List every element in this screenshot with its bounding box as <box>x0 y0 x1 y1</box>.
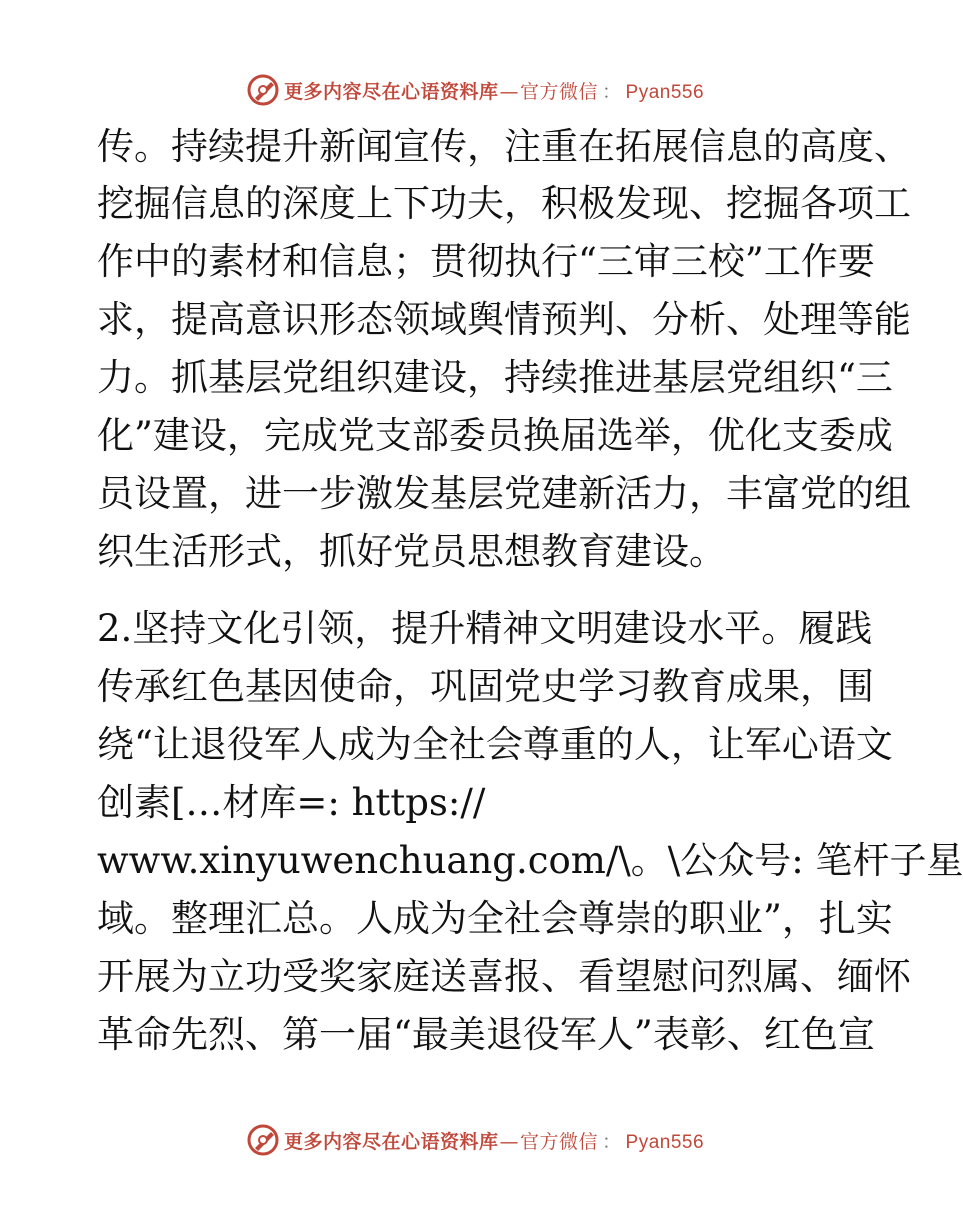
text-line: 创素[…材库=: https:// <box>97 781 486 824</box>
text-line: 传承红色基因使命，巩固党史学习教育成果，围 <box>97 665 874 708</box>
watermark-colon: ： <box>602 80 622 103</box>
text-line: 求，提高意识形态领域舆情预判、分析、处理等能 <box>97 298 911 341</box>
pen-logo-icon <box>246 73 280 107</box>
watermark-label: 官方微信 <box>519 1130 598 1153</box>
text-line: 域。整理汇总。人成为全社会尊崇的职业”，扎实 <box>97 897 893 940</box>
text-line: 2.坚持文化引领，提升精神文明建设水平。履践 <box>97 607 873 650</box>
watermark-dash: — <box>499 80 519 103</box>
text-line: 开展为立功受奖家庭送喜报、看望慰问烈属、缅怀 <box>97 955 911 998</box>
watermark-colon: ： <box>602 1130 622 1153</box>
text-line: 挖掘信息的深度上下功夫，积极发现、挖掘各项工 <box>97 182 911 225</box>
text-line: 传。持续提升新闻宣传，注重在拓展信息的高度、 <box>97 125 911 168</box>
text-line: 化”建设，完成党支部委员换届选举，优化支委成 <box>97 414 893 457</box>
text-line: 革命先烈、第一届“最美退役军人”表彰、红色宣 <box>97 1013 875 1056</box>
watermark-label: 官方微信 <box>519 80 598 103</box>
watermark-wechat-id: Pyan556 <box>625 1131 705 1153</box>
header-watermark <box>0 70 950 110</box>
text-line: 织生活形式，抓好党员思想教育建设。 <box>97 530 726 573</box>
watermark-main-text: 更多内容尽在心语资料库 <box>283 80 499 103</box>
watermark-main-text: 更多内容尽在心语资料库 <box>283 1130 499 1153</box>
text-line: 作中的素材和信息；贯彻执行“三审三校”工作要 <box>97 240 875 283</box>
footer-watermark <box>0 1120 950 1160</box>
text-line: 绕“让退役军人成为全社会尊重的人，让军心语文 <box>97 723 893 766</box>
text-line: 员设置，进一步激发基层党建新活力，丰富党的组 <box>97 472 911 515</box>
text-line: www.xinyuwenchuang.com/\。\公众号: 笔杆子星 <box>97 839 963 882</box>
text-line: 力。抓基层党组织建设，持续推进基层党组织“三 <box>97 356 893 399</box>
watermark-dash: — <box>499 1130 519 1153</box>
watermark-wechat-id: Pyan556 <box>625 81 705 103</box>
pen-logo-icon <box>246 1123 280 1157</box>
